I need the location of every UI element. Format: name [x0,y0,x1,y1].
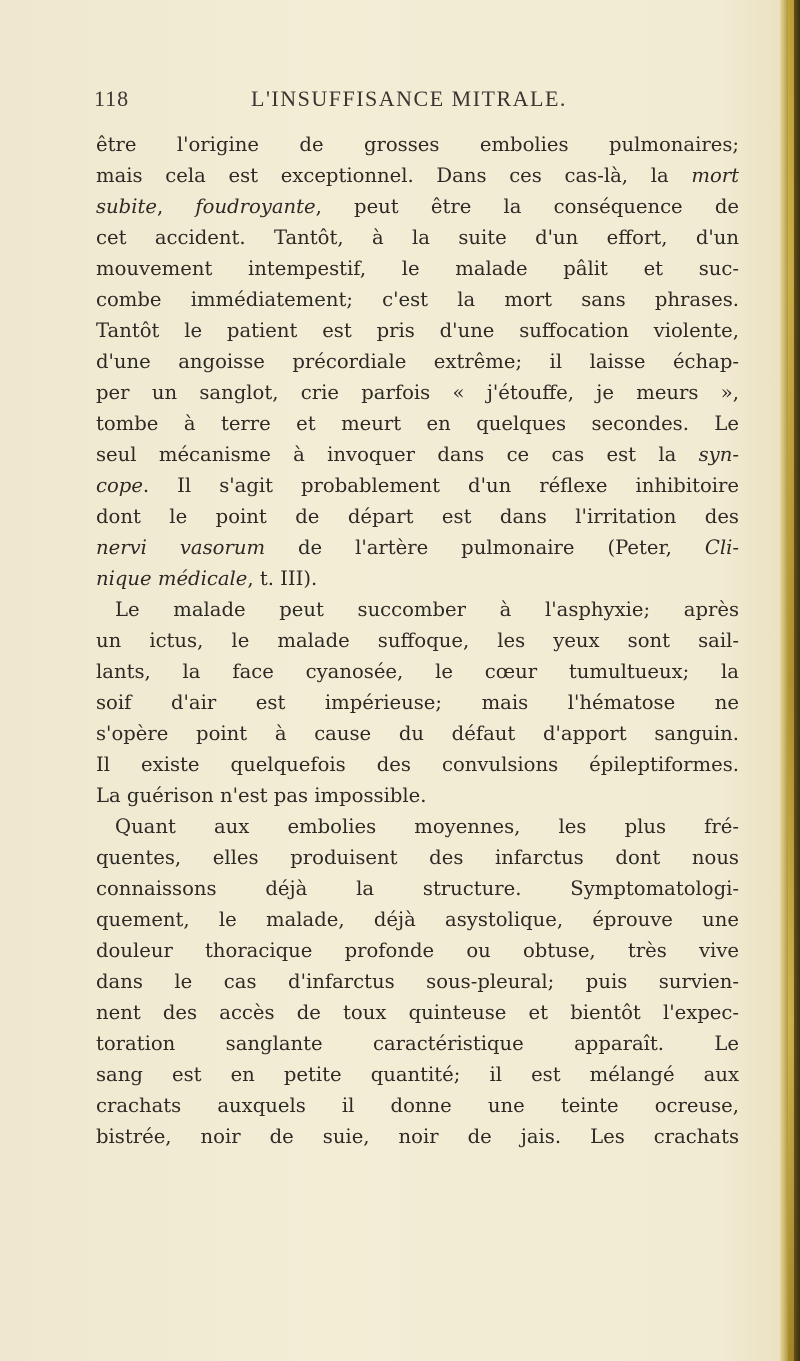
text-line [96,1028,739,1059]
text-line [96,780,739,811]
text-line [96,1059,739,1090]
text-segment: nent des accès de toux quinteuse et bientôt l'expec- [96,1001,739,1024]
italic-text: syn- [698,443,739,466]
text-segment: connaissons déjà la structure. Symptomatologi- [96,877,739,900]
italic-text: cope [96,474,143,497]
text-line [96,532,739,563]
italic-text: subite [96,195,157,218]
text-segment: , t. III). [247,567,318,590]
text-segment: , [156,195,196,218]
text-line [96,687,739,718]
text-line [96,377,739,408]
text-segment: Il existe quelquefois des convulsions épileptiformes. [96,753,739,776]
text-segment: tombe à terre et meurt en quelques secondes. Le [96,412,739,435]
text-line [96,1121,739,1152]
text-segment: mais cela est exceptionnel. Dans ces cas-là, la [96,164,692,187]
text-line [96,501,739,532]
italic-text: foudroyante [195,195,316,218]
text-line [96,718,739,749]
text-segment: . Il s'agit probablement d'un réflexe inhibitoire [142,474,739,497]
page-header [94,86,734,116]
text-segment: lants, la face cyanosée, le cœur tumultueux; la [96,660,739,683]
running-title: L'INSUFFISANCE MITRALE. [251,86,567,111]
text-segment: dans le cas d'infarctus sous-pleural; puis survien- [96,970,739,993]
text-segment: , peut être la conséquence de [315,195,739,218]
text-segment: La guérison n'est pas impossible. [96,784,427,807]
text-segment: per un sanglot, crie parfois « j'étouffe, je meurs », [96,381,739,404]
text-segment: toration sanglante caractéristique apparaît. Le [96,1032,739,1055]
text-line [96,904,739,935]
text-line [96,997,739,1028]
text-segment: s'opère point à cause du défaut d'apport sanguin. [96,722,739,745]
text-line [96,470,739,501]
text-segment: seul mécanisme à invoquer dans ce cas est la [96,443,699,466]
italic-text: nervi vasorum [96,536,266,559]
text-line [96,935,739,966]
text-segment: de l'artère pulmonaire (Peter, [265,536,705,559]
text-segment: être l'origine de grosses embolies pulmonaires; [96,133,739,156]
text-line [96,1090,739,1121]
text-segment: quentes, elles produisent des infarctus dont nous [96,846,739,869]
text-line [96,346,739,377]
text-line [96,253,739,284]
text-line [96,222,739,253]
text-line [96,656,739,687]
page-number: 118 [94,86,130,111]
text-line [96,625,739,656]
text-line [96,160,739,191]
text-segment: combe immédiatement; c'est la mort sans phrases. [96,288,739,311]
text-line [96,191,739,222]
text-segment: soif d'air est impérieuse; mais l'hématose ne [96,691,739,714]
text-segment: sang est en petite quantité; il est mélangé aux [96,1063,739,1086]
italic-text: nique médicale [96,567,248,590]
text-line [96,408,739,439]
text-segment: bistrée, noir de suie, noir de jais. Les crachats [96,1125,739,1148]
text-segment: cet accident. Tantôt, à la suite d'un effort, d'un [96,226,739,249]
italic-text: mort [691,164,739,187]
text-line [96,563,739,594]
text-segment: crachats auxquels il donne une teinte ocreuse, [96,1094,739,1117]
text-line [96,284,739,315]
text-line [96,315,739,346]
text-line [96,594,739,625]
text-line [96,439,739,470]
body-text [96,129,739,1152]
gilt-edge [788,0,794,1361]
text-segment: dont le point de départ est dans l'irritation des [96,505,739,528]
italic-text: Cli- [704,536,739,559]
text-segment: un ictus, le malade suffoque, les yeux sont sail- [96,629,739,652]
text-line [96,873,739,904]
text-line [96,966,739,997]
text-segment: douleur thoracique profonde ou obtuse, très vive [96,939,739,962]
text-line [96,811,739,842]
text-segment: Le malade peut succomber à l'asphyxie; après [115,598,739,621]
text-segment: quement, le malade, déjà asystolique, éprouve une [96,908,739,931]
text-segment: Tantôt le patient est pris d'une suffocation violente, [96,319,739,342]
text-segment: d'une angoisse précordiale extrême; il laisse échap- [96,350,739,373]
text-line [96,842,739,873]
text-line [96,129,739,160]
text-segment: mouvement intempestif, le malade pâlit et suc- [96,257,739,280]
text-line [96,749,739,780]
text-segment: Quant aux embolies moyennes, les plus fré- [115,815,739,838]
